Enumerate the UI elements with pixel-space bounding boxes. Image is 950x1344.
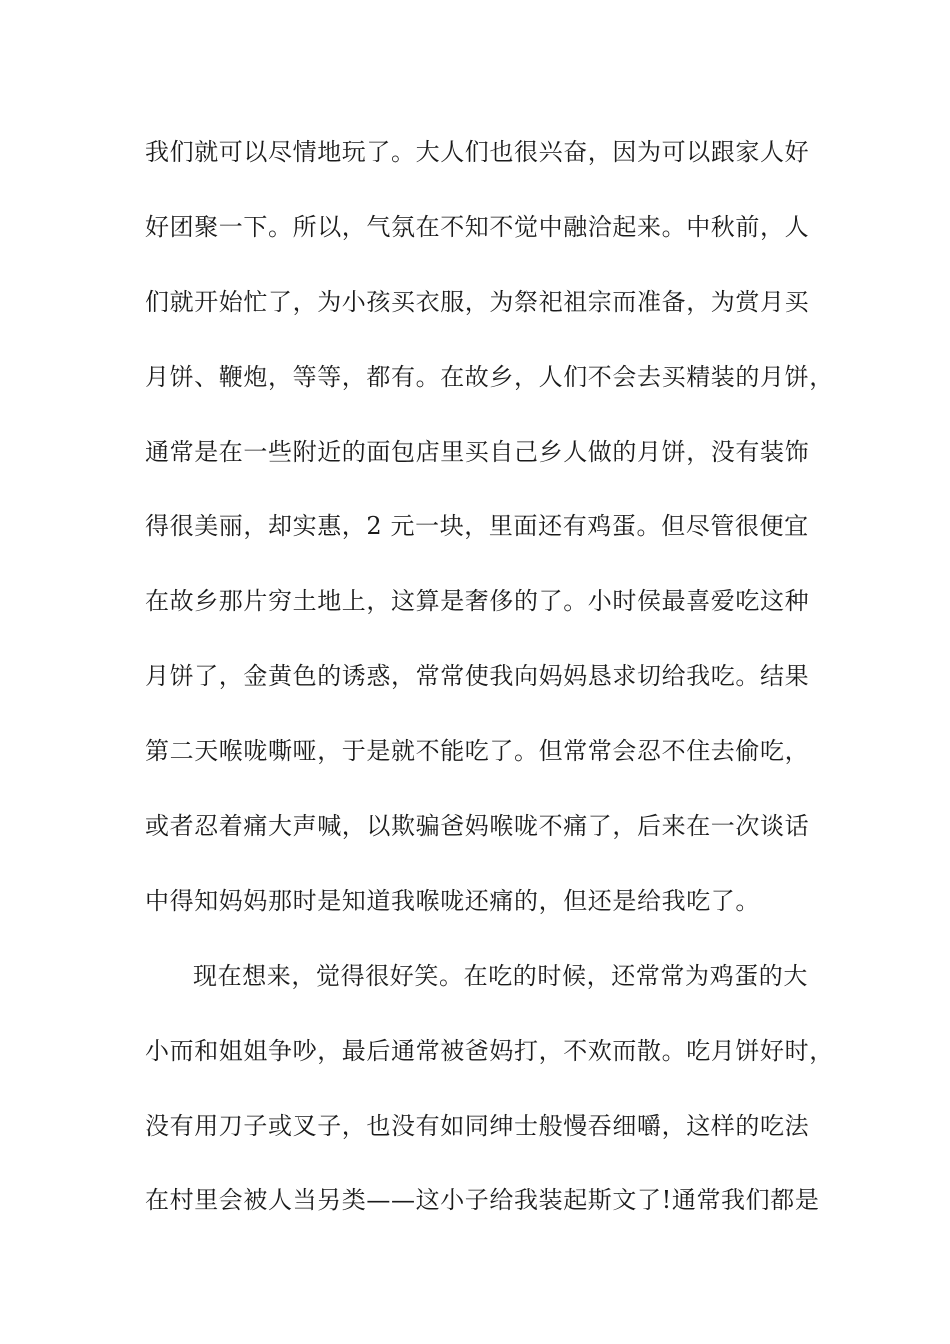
text-line: 们就开始忙了，为小孩买衣服，为祭祀祖宗而准备，为赏月买 — [145, 287, 810, 316]
text-line: 或者忍着痛大声喊，以欺骗爸妈喉咙不痛了，后来在一次谈话 — [145, 812, 810, 841]
text-line: 第二天喉咙嘶哑，于是就不能吃了。但常常会忍不住去偷吃， — [145, 737, 810, 766]
text-line: 好团聚一下。所以，气氛在不知不觉中融洽起来。中秋前，人 — [145, 212, 810, 241]
text-line: 得很美丽，却实惠，2 元一块，里面还有鸡蛋。但尽管很便宜 — [145, 512, 809, 541]
text-line: 我们就可以尽情地玩了。大人们也很兴奋，因为可以跟家人好 — [145, 138, 810, 166]
text-line: 通常是在一些附近的面包店里买自己乡人做的月饼，没有装饰 — [145, 437, 810, 466]
text-line: 没有用刀子或叉子，也没有如同绅士般慢吞细嚼，这样的吃法 — [145, 1111, 810, 1140]
body-text — [145, 130, 834, 1253]
text-line: 月饼了，金黄色的诱惑，常常使我向妈妈恳求切给我吃。结果 — [145, 662, 810, 691]
text-line: 在村里会被人当另类——这小子给我装起斯文了!通常我们都是 — [145, 1186, 820, 1215]
text-line: 中得知妈妈那时是知道我喉咙还痛的，但还是给我吃了。 — [145, 886, 760, 915]
paragraph-start-line: 现在想来，觉得很好笑。在吃的时候，还常常为鸡蛋的大 — [193, 961, 808, 990]
text-line: 月饼、鞭炮，等等，都有。在故乡，人们不会去买精装的月饼， — [145, 362, 834, 391]
text-line: 在故乡那片穷土地上，这算是奢侈的了。小时侯最喜爱吃这种 — [145, 587, 810, 616]
text-line: 小而和姐姐争吵，最后通常被爸妈打，不欢而散。吃月饼好时， — [145, 1036, 834, 1065]
